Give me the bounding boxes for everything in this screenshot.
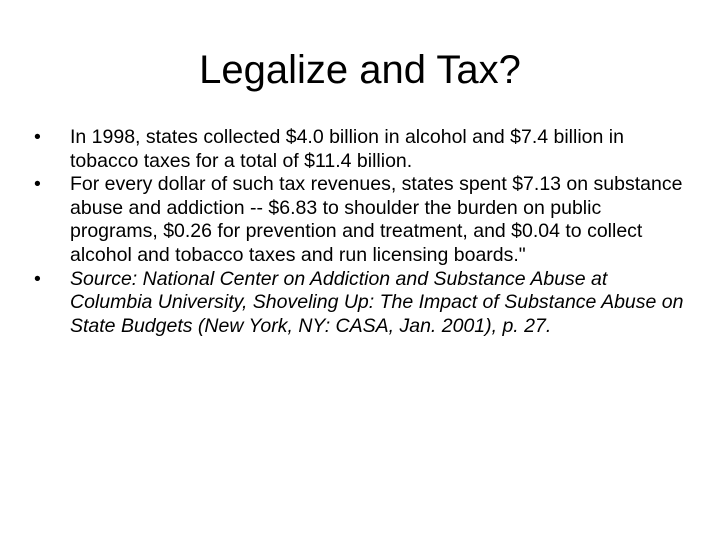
bullet-item	[34, 173, 694, 267]
bullet-text: In 1998, states collected $4.0 billion in alcohol and $7.4 billion in tobacco taxes for a total of $11.4 billion.	[70, 126, 624, 172]
bullet-item	[34, 268, 694, 339]
bullet-item	[34, 126, 694, 173]
slide-title: Legalize and Tax?	[199, 48, 521, 92]
bullet-marker: •	[34, 173, 41, 196]
bullet-list	[34, 126, 694, 338]
bullet-text: For every dollar of such tax revenues, states spent $7.13 on substance abuse and addiction -- $6.83 to shoulder the burden on public programs, $0.26 for prevention and treatment, and $0.04 to collect alcohol and tobacco taxes and run licensing boards."	[70, 173, 683, 266]
bullet-marker: •	[34, 126, 41, 148]
bullet-marker: •	[34, 267, 41, 290]
source-citation: Source: National Center on Addiction and Substance Abuse at Columbia University, Shoveling Up: The Impact of Substance Abuse on State Budgets (New York, NY: CASA, Jan. 2001), p. 27.	[70, 267, 684, 337]
